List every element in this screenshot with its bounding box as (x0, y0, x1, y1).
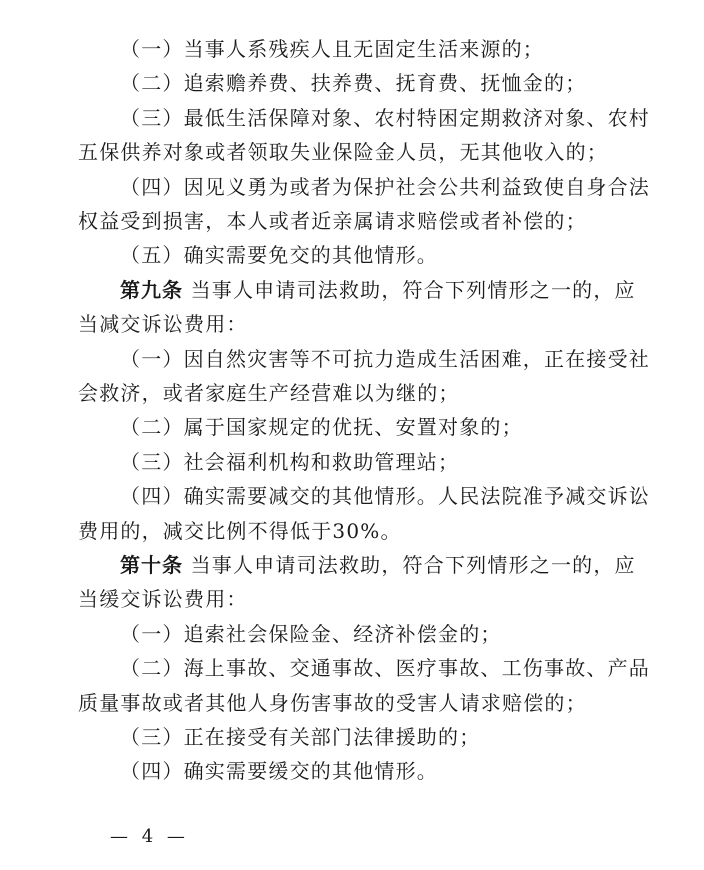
clause-line: 会救济，或者家庭生产经营难以为继的； (78, 381, 460, 405)
clause-line: （五）确实需要免交的其他情形。 (120, 243, 438, 268)
clause-line: （二）追索赡养费、扶养费、抚育费、抚恤金的； (120, 71, 587, 96)
clause-line: （一）当事人系残疾人且无固定生活来源的； (120, 37, 544, 61)
clause-line: （四）确实需要减交的其他情形。人民法院准予减交诉讼 (120, 484, 650, 509)
clause-line: 五保供养对象或者领取失业保险金人员，无其他收入的； (78, 140, 608, 165)
article-9-intro-cont: 当减交诉讼费用： (78, 312, 248, 337)
article-10-intro-cont: 当缓交诉讼费用： (78, 587, 248, 612)
article-10-intro (120, 552, 636, 578)
clause-line: 质量事故或者其他人身伤害事故的受害人请求赔偿的； (78, 690, 587, 715)
clause-line: （三）正在接受有关部门法律援助的； (120, 725, 481, 749)
clause-line: （二）属于国家规定的优抚、安置对象的； (120, 415, 523, 440)
clause-line: （四）确实需要缓交的其他情形。 (120, 759, 438, 784)
clause-line: （二）海上事故、交通事故、医疗事故、工伤事故、产品 (120, 656, 650, 681)
clause-line: 费用的，减交比例不得低于30%。 (78, 518, 402, 543)
article-9-intro (120, 277, 636, 303)
clause-line: （四）因见义勇为或者为保护社会公共利益致使自身合法 (120, 174, 650, 199)
clause-line: （一）因自然灾害等不可抗力造成生活困难，正在接受社 (120, 346, 650, 371)
clause-line: 权益受到损害，本人或者近亲属请求赔偿或者补偿的； (78, 209, 587, 233)
article-9-heading: 第九条 (120, 277, 183, 302)
article-9-intro-text: 当事人申请司法救助，符合下列情形之一的，应 (190, 277, 636, 302)
page-number: — 4 — (110, 826, 189, 847)
article-10-heading: 第十条 (120, 553, 183, 577)
article-10-intro-text: 当事人申请司法救助，符合下列情形之一的，应 (190, 553, 636, 577)
clause-line: （三）最低生活保障对象、农村特困定期救济对象、农村 (120, 105, 650, 130)
clause-line: （一）追索社会保险金、经济补偿金的； (120, 621, 502, 646)
clause-line: （三）社会福利机构和救助管理站； (120, 449, 460, 474)
